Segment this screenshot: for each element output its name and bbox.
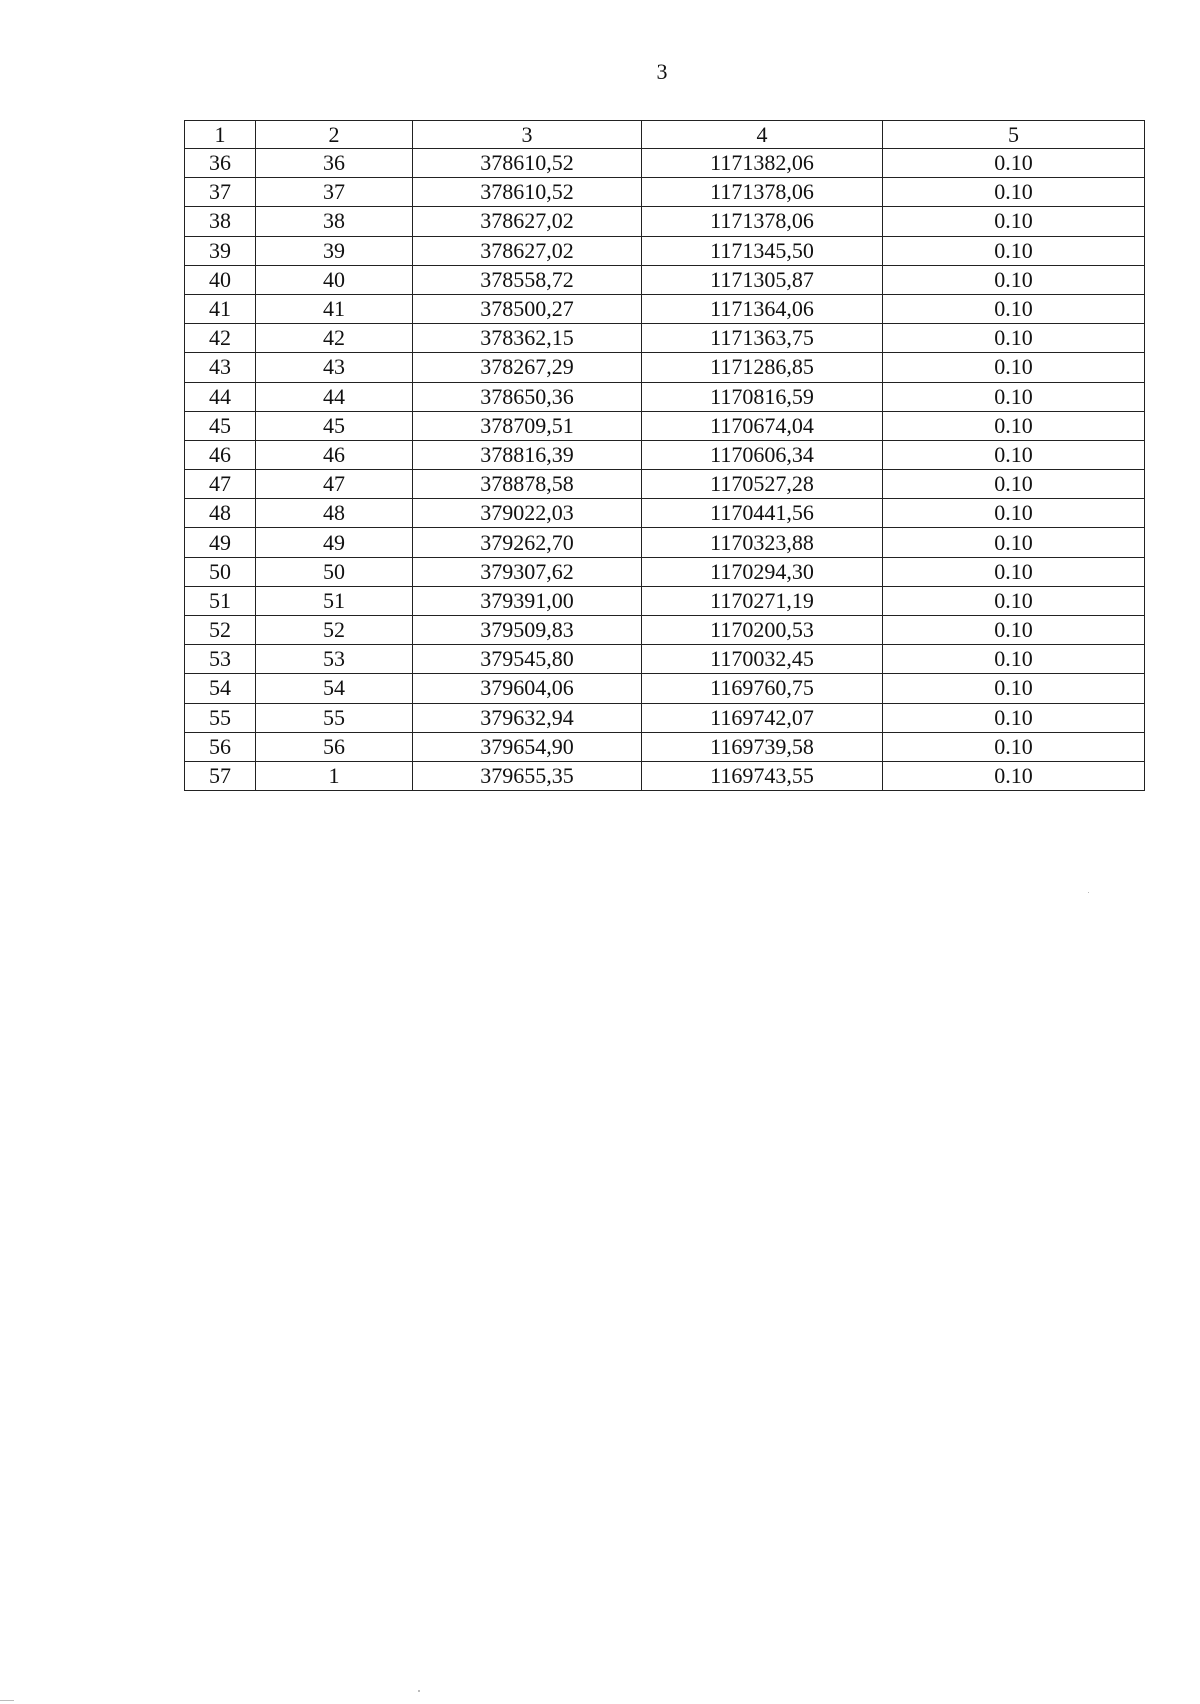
table-cell-col-1: 46 (185, 440, 256, 469)
table-cell-col-3: 378709,51 (413, 411, 642, 440)
table-cell-col-5: 0.10 (883, 761, 1145, 790)
table-cell-col-5: 0.10 (883, 557, 1145, 586)
table-cell-col-4: 1171363,75 (642, 324, 883, 353)
table-cell-col-1: 49 (185, 528, 256, 557)
table-cell-col-3: 379604,06 (413, 674, 642, 703)
table-cell-col-1: 37 (185, 178, 256, 207)
table-cell-col-1: 56 (185, 732, 256, 761)
table-cell-col-2: 44 (256, 382, 413, 411)
table-cell-col-1: 57 (185, 761, 256, 790)
table-cell-col-5: 0.10 (883, 645, 1145, 674)
table-cell-col-3: 378627,02 (413, 207, 642, 236)
table-row (185, 294, 1145, 323)
table-cell-col-3: 379262,70 (413, 528, 642, 557)
table-cell-col-3: 379654,90 (413, 732, 642, 761)
table-row (185, 470, 1145, 499)
header-cell-1: 1 (185, 121, 256, 149)
table-cell-col-1: 52 (185, 616, 256, 645)
table-cell-col-1: 45 (185, 411, 256, 440)
table-cell-col-5: 0.10 (883, 236, 1145, 265)
table-cell-col-1: 39 (185, 236, 256, 265)
table-cell-col-3: 379632,94 (413, 703, 642, 732)
table-cell-col-5: 0.10 (883, 294, 1145, 323)
header-cell-4: 4 (642, 121, 883, 149)
table-cell-col-3: 379022,03 (413, 499, 642, 528)
table-cell-col-4: 1169760,75 (642, 674, 883, 703)
table-row (185, 674, 1145, 703)
table-cell-col-2: 38 (256, 207, 413, 236)
table-cell-col-4: 1171364,06 (642, 294, 883, 323)
table-cell-col-3: 378816,39 (413, 440, 642, 469)
table-cell-col-1: 43 (185, 353, 256, 382)
table-cell-col-1: 44 (185, 382, 256, 411)
table-cell-col-2: 42 (256, 324, 413, 353)
table-cell-col-2: 1 (256, 761, 413, 790)
table-cell-col-4: 1169742,07 (642, 703, 883, 732)
header-cell-5: 5 (883, 121, 1145, 149)
scan-speck (0, 1700, 14, 1701)
table-cell-col-3: 378610,52 (413, 149, 642, 178)
table-cell-col-3: 378558,72 (413, 265, 642, 294)
table-cell-col-5: 0.10 (883, 703, 1145, 732)
table-cell-col-2: 50 (256, 557, 413, 586)
header-cell-2: 2 (256, 121, 413, 149)
table-cell-col-3: 378267,29 (413, 353, 642, 382)
table-row (185, 586, 1145, 615)
table-cell-col-5: 0.10 (883, 411, 1145, 440)
table-cell-col-4: 1170606,34 (642, 440, 883, 469)
table-cell-col-5: 0.10 (883, 528, 1145, 557)
table-row (185, 149, 1145, 178)
table-cell-col-5: 0.10 (883, 178, 1145, 207)
scan-speck (1088, 892, 1089, 893)
table-cell-col-5: 0.10 (883, 616, 1145, 645)
table-row (185, 178, 1145, 207)
page-number: 3 (656, 59, 668, 84)
coordinates-table (184, 120, 1145, 791)
table-row (185, 324, 1145, 353)
table-row (185, 236, 1145, 265)
table-cell-col-4: 1170527,28 (642, 470, 883, 499)
table-cell-col-2: 47 (256, 470, 413, 499)
table-cell-col-4: 1170441,56 (642, 499, 883, 528)
table-cell-col-2: 55 (256, 703, 413, 732)
table-body (185, 121, 1145, 791)
table-cell-col-3: 378610,52 (413, 178, 642, 207)
table-cell-col-5: 0.10 (883, 586, 1145, 615)
table-row (185, 645, 1145, 674)
table-row (185, 382, 1145, 411)
table-cell-col-4: 1171286,85 (642, 353, 883, 382)
table-row (185, 703, 1145, 732)
table-cell-col-1: 36 (185, 149, 256, 178)
table-cell-col-5: 0.10 (883, 732, 1145, 761)
table-cell-col-4: 1170816,59 (642, 382, 883, 411)
table-cell-col-2: 46 (256, 440, 413, 469)
table-cell-col-2: 51 (256, 586, 413, 615)
table-cell-col-1: 48 (185, 499, 256, 528)
table-cell-col-3: 378878,58 (413, 470, 642, 499)
table-cell-col-4: 1169739,58 (642, 732, 883, 761)
table-cell-col-4: 1170323,88 (642, 528, 883, 557)
table-cell-col-1: 42 (185, 324, 256, 353)
table-cell-col-3: 379391,00 (413, 586, 642, 615)
table-cell-col-2: 49 (256, 528, 413, 557)
table-header-row (185, 121, 1145, 149)
table-cell-col-2: 53 (256, 645, 413, 674)
table-cell-col-5: 0.10 (883, 674, 1145, 703)
table-cell-col-4: 1171345,50 (642, 236, 883, 265)
table-row (185, 557, 1145, 586)
table-cell-col-5: 0.10 (883, 440, 1145, 469)
table-cell-col-2: 43 (256, 353, 413, 382)
table-cell-col-5: 0.10 (883, 353, 1145, 382)
table-cell-col-2: 52 (256, 616, 413, 645)
table-cell-col-2: 40 (256, 265, 413, 294)
table-row (185, 732, 1145, 761)
table-cell-col-5: 0.10 (883, 382, 1145, 411)
header-cell-3: 3 (413, 121, 642, 149)
table-cell-col-5: 0.10 (883, 149, 1145, 178)
table-cell-col-1: 38 (185, 207, 256, 236)
table-cell-col-1: 51 (185, 586, 256, 615)
table-cell-col-2: 39 (256, 236, 413, 265)
table-cell-col-3: 379655,35 (413, 761, 642, 790)
table-cell-col-3: 378627,02 (413, 236, 642, 265)
table-row (185, 528, 1145, 557)
table-row (185, 411, 1145, 440)
table-cell-col-5: 0.10 (883, 207, 1145, 236)
table-row (185, 353, 1145, 382)
table-cell-col-5: 0.10 (883, 470, 1145, 499)
table-cell-col-4: 1170271,19 (642, 586, 883, 615)
table-cell-col-3: 379509,83 (413, 616, 642, 645)
table-cell-col-4: 1170200,53 (642, 616, 883, 645)
table-cell-col-2: 37 (256, 178, 413, 207)
table-row (185, 207, 1145, 236)
table-cell-col-1: 55 (185, 703, 256, 732)
table-cell-col-4: 1170032,45 (642, 645, 883, 674)
table-cell-col-3: 378500,27 (413, 294, 642, 323)
table-cell-col-2: 54 (256, 674, 413, 703)
table-cell-col-4: 1170294,30 (642, 557, 883, 586)
table-cell-col-2: 41 (256, 294, 413, 323)
table-cell-col-4: 1171305,87 (642, 265, 883, 294)
table-cell-col-1: 54 (185, 674, 256, 703)
table-cell-col-4: 1171378,06 (642, 207, 883, 236)
table-cell-col-1: 41 (185, 294, 256, 323)
table-cell-col-5: 0.10 (883, 265, 1145, 294)
table-cell-col-2: 45 (256, 411, 413, 440)
table-cell-col-2: 36 (256, 149, 413, 178)
table-cell-col-4: 1170674,04 (642, 411, 883, 440)
table-cell-col-3: 378650,36 (413, 382, 642, 411)
table-cell-col-3: 379307,62 (413, 557, 642, 586)
table-cell-col-5: 0.10 (883, 499, 1145, 528)
table-cell-col-2: 48 (256, 499, 413, 528)
table-row (185, 265, 1145, 294)
table-cell-col-1: 40 (185, 265, 256, 294)
table-cell-col-1: 53 (185, 645, 256, 674)
table-row (185, 499, 1145, 528)
table-cell-col-4: 1171378,06 (642, 178, 883, 207)
table-cell-col-4: 1169743,55 (642, 761, 883, 790)
table-cell-col-3: 379545,80 (413, 645, 642, 674)
table-cell-col-4: 1171382,06 (642, 149, 883, 178)
table-cell-col-2: 56 (256, 732, 413, 761)
table-cell-col-3: 378362,15 (413, 324, 642, 353)
table-row (185, 440, 1145, 469)
table-row (185, 616, 1145, 645)
table-cell-col-1: 47 (185, 470, 256, 499)
table-row (185, 761, 1145, 790)
scan-speck (418, 1690, 420, 1692)
table-cell-col-1: 50 (185, 557, 256, 586)
table-cell-col-5: 0.10 (883, 324, 1145, 353)
